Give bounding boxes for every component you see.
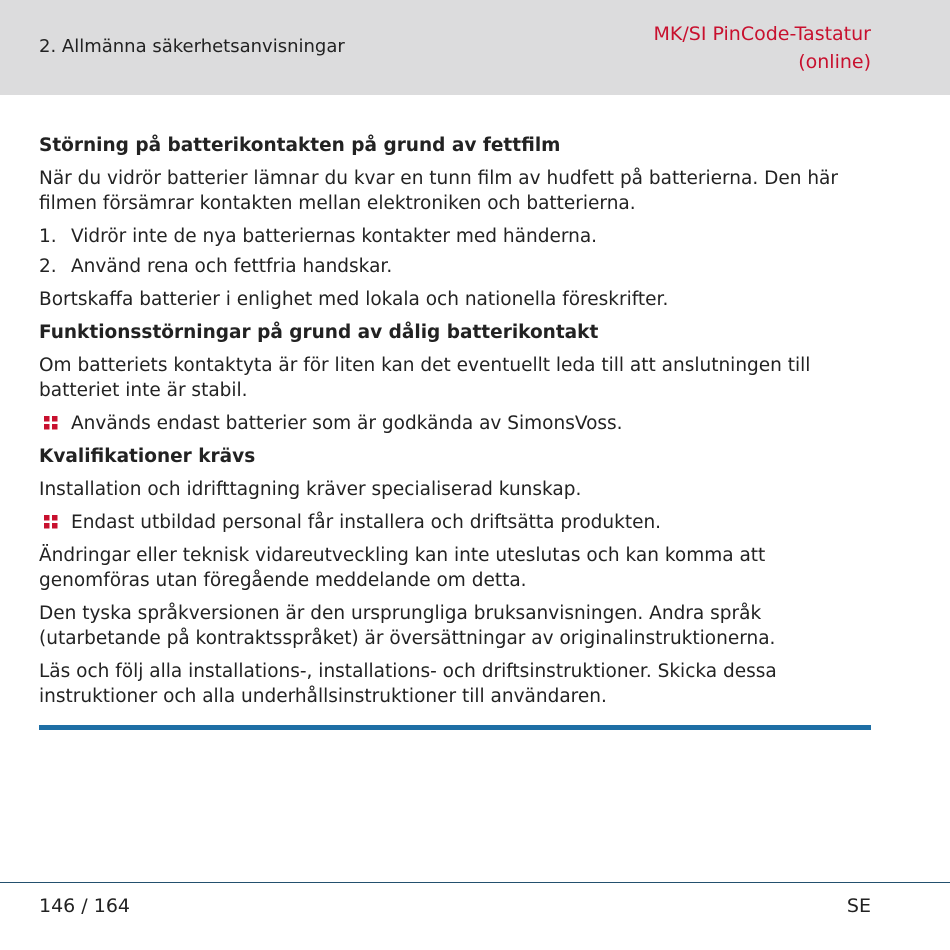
paragraph-instructions: Läs och följ alla installations-, installations- och driftsinstruktioner. Skicka dessa instruktioner och alla underhållsinstruktioner till användaren.: [39, 661, 777, 707]
heading-grease-film: Störning på batterikontakten på grund av fettfilm: [39, 135, 561, 156]
heading-qualifications: Kvalifikationer krävs: [39, 446, 256, 467]
paragraph-dispose: Bortskaffa batterier i enlighet med lokala och nationella föreskrifter.: [39, 289, 669, 310]
bullet-text: Endast utbildad personal får installera och driftsätta produkten.: [71, 512, 662, 533]
paragraph-qualifications: Installation och idrifttagning kräver specialiserad kunskap.: [39, 479, 582, 500]
product-title-line2: (online): [798, 51, 871, 73]
heading-bad-contact: Funktionsstörningar på grund av dålig batterikontakt: [39, 322, 599, 343]
chapter-title: 2. Allmänna säkerhetsanvisningar: [39, 36, 345, 57]
bullet-item: [39, 510, 871, 535]
page-number: 146 / 164: [39, 895, 131, 917]
red-four-square-bullet-icon: [39, 510, 71, 535]
steps-list: [39, 224, 871, 279]
list-item: [39, 224, 871, 249]
bullet-text: Används endast batterier som är godkända av SimonsVoss.: [71, 413, 623, 434]
list-item: [39, 254, 871, 279]
step-text: Använd rena och fettfria handskar.: [71, 256, 393, 277]
language-code: SE: [846, 895, 871, 917]
bullet-item: [39, 411, 871, 436]
step-text: Vidrör inte de nya batteriernas kontakter med händerna.: [71, 226, 598, 247]
red-four-square-bullet-icon: [39, 411, 71, 436]
paragraph-grease-film: När du vidrör batterier lämnar du kvar en tunn film av hudfett på batterierna. Den här filmen försämrar kontakten mellan elektroniken och batterierna.: [39, 168, 839, 214]
product-title-line1: MK/SI PinCode-Tastatur: [653, 23, 871, 45]
main-content: [39, 133, 871, 717]
page-header: [0, 0, 950, 95]
step-number: 2.: [39, 256, 57, 277]
paragraph-bad-contact: Om batteriets kontaktyta är för liten kan det eventuellt leda till att anslutningen till batteriet inte är stabil.: [39, 355, 811, 401]
product-title: [654, 20, 871, 76]
paragraph-changes: Ändringar eller teknisk vidareutveckling kan inte uteslutas och kan komma att genomföras utan föregående meddelande om detta.: [39, 545, 766, 591]
section-divider: [39, 725, 871, 730]
paragraph-language: Den tyska språkversionen är den ursprungliga bruksanvisningen. Andra språk (utarbetande på kontraktsspråket) är översättningar av originalinstruktionerna.: [39, 603, 776, 649]
footer-divider: [0, 882, 950, 883]
step-number: 1.: [39, 226, 57, 247]
